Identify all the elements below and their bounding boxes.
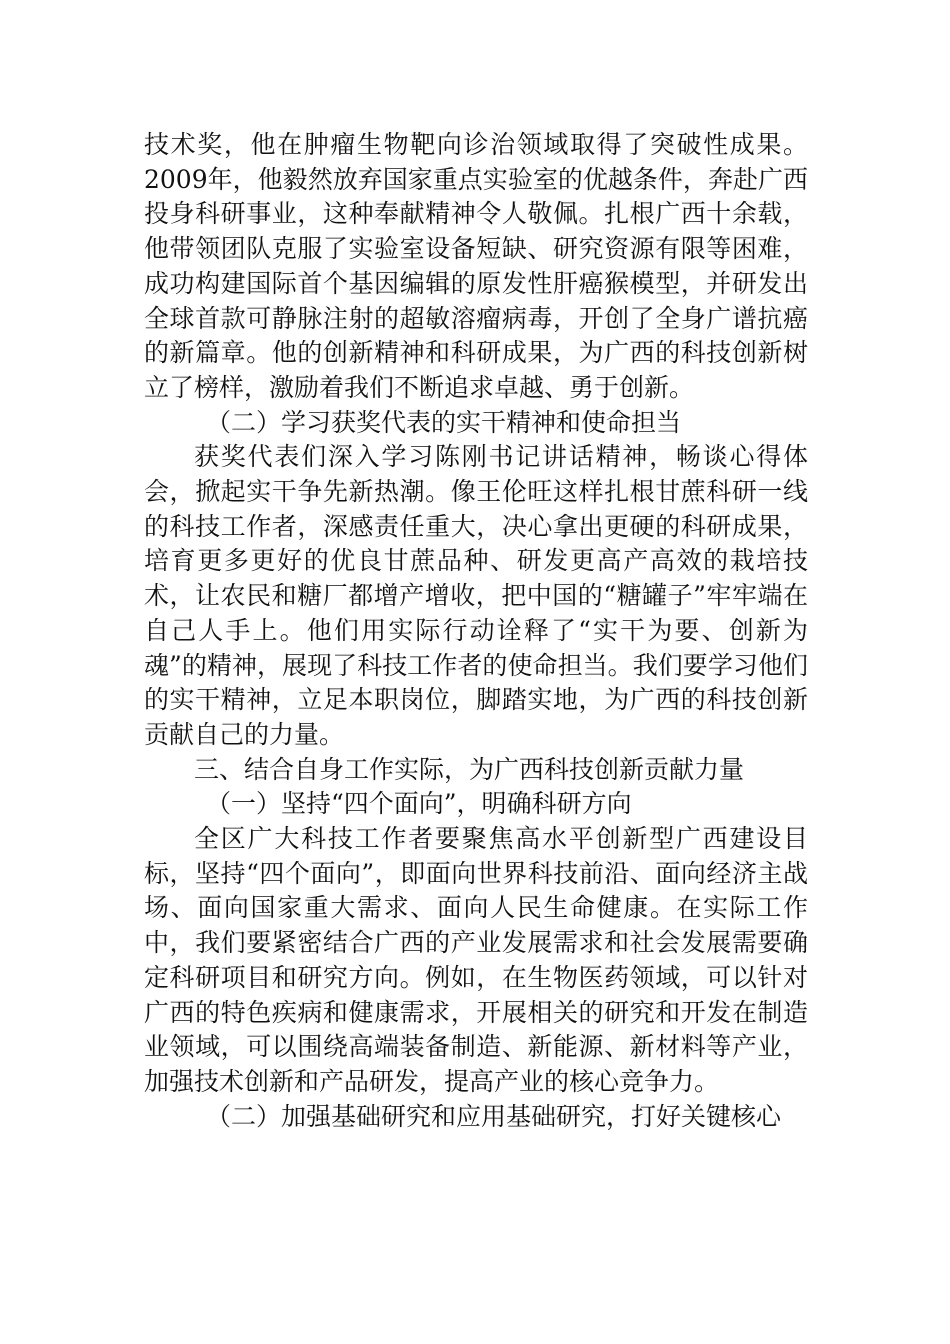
subheading-basic-research: （二）加强基础研究和应用基础研究，打好关键核心 (206, 1101, 782, 1131)
document-page (144, 128, 808, 1134)
subheading-learn-spirit: （二）学习获奖代表的实干精神和使命担当 (206, 407, 682, 437)
paragraph-research-direction: 全区广大科技工作者要聚焦高水平创新型广西建设目标，坚持“四个面向”，即面向世界科技前沿、面向经济主战场、面向国家重大需求、面向人民生命健康。在实际工作中，我们要紧密结合广西的产业发展需求和社会发展需要确定科研项目和研究方向。例如，在生物医药领域，可以针对广西的特色疾病和健康需求，开展相关的研究和开发在制造业领域，可以围绕高端装备制造、新能源、新材料等产业，加强技术创新和产品研发，提高产业的核心竞争力。 (144, 824, 808, 1096)
paragraph-award-representatives: 获奖代表们深入学习陈刚书记讲话精神，畅谈心得体会，掀起实干争先新热潮。像王伦旺这样扎根甘蔗科研一线的科技工作者，深感责任重大，决心拿出更硬的科研成果，培育更多更好的优良甘蔗品种、研发更高产高效的栽培技术，让农民和糖厂都增产增收，把中国的“糖罐子”牢牢端在自己人手上。他们用实际行动诠释了“实干为要、创新为魂”的精神，展现了科技工作者的使命担当。我们要学习他们的实干精神，立足本职岗位，脚踏实地，为广西的科技创新贡献自己的力量。 (144, 442, 808, 749)
section-heading-three: 三、结合自身工作实际，为广西科技创新贡献力量 (194, 754, 745, 784)
subheading-four-orientations: （一）坚持“四个面向”，明确科研方向 (206, 789, 632, 819)
paragraph-continuation: 技术奖，他在肿瘤生物靶向诊治领域取得了突破性成果。2009年，他毅然放弃国家重点实验室的优越条件，奔赴广西投身科研事业，这种奉献精神令人敬佩。扎根广西十余载，他带领团队克服了实验室设备短缺、研究资源有限等困难，成功构建国际首个基因编辑的原发性肝癌猴模型，并研发出全球首款可静脉注射的超敏溶瘤病毒，开创了全身广谱抗癌的新篇章。他的创新精神和科研成果，为广西的科技创新树立了榜样，激励着我们不断追求卓越、勇于创新。 (144, 130, 808, 402)
